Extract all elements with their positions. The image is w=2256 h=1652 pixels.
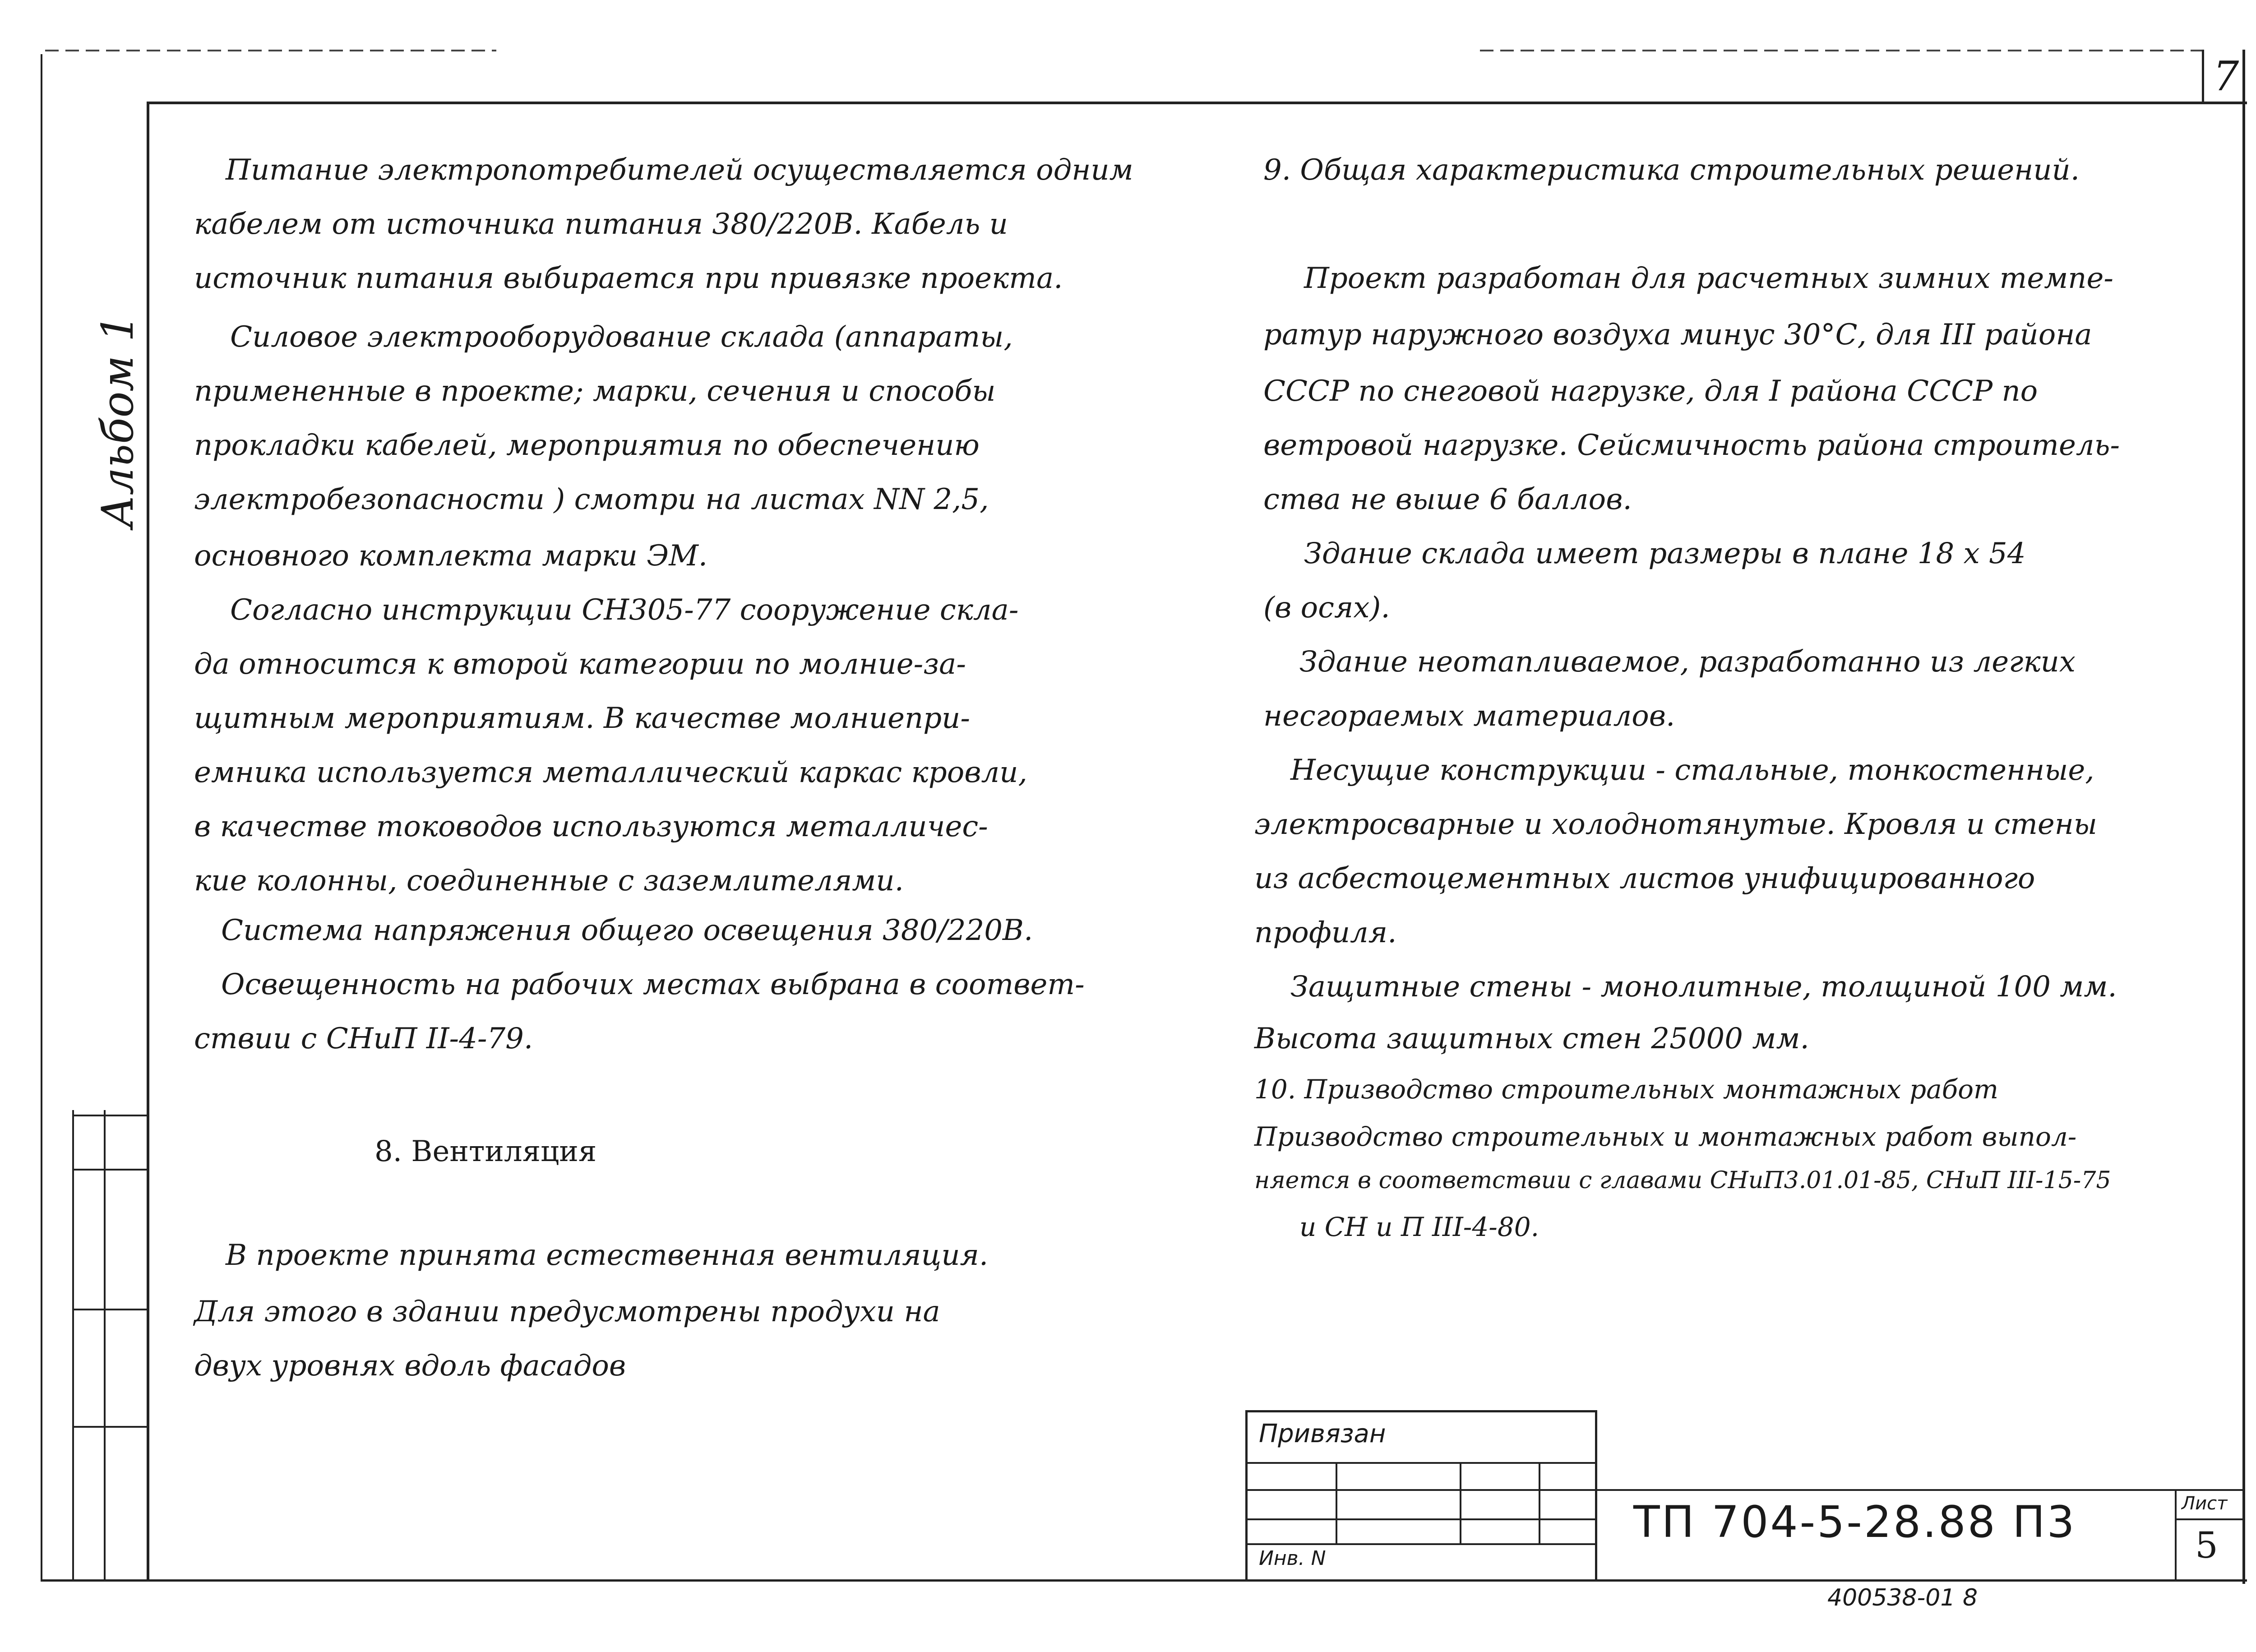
right-line-14: Защитные стены - монолитные, толщиной 100 мм. [1290, 970, 2117, 1004]
corner-box-left [2202, 50, 2204, 104]
sheet-box-left [2175, 1489, 2177, 1579]
tb-outer-top [1245, 1410, 1597, 1412]
right-line-9: несгораемых материалов. [1263, 699, 1675, 733]
margin-grid-h3 [72, 1309, 149, 1310]
right-line-5: ства не выше 6 баллов. [1263, 483, 1632, 516]
sheet-number: 5 [2195, 1524, 2218, 1566]
margin-grid-h4 [72, 1426, 149, 1428]
section-9-heading: 9. Общая характеристика строительных решений. [1263, 153, 2080, 187]
right-line-1: Проект разработан для расчетных зимних темпе- [1304, 262, 2113, 295]
right-line-12: из асбестоцементных листов унифицированного [1254, 862, 2035, 895]
section-10-line-2: Призводство строительных и монтажных работ выпол- [1254, 1121, 2077, 1152]
left-line-17: ствии с СНиП II-4-79. [194, 1022, 533, 1055]
right-line-13: профиля. [1254, 916, 1397, 949]
left-line-4: Силовое электрооборудование склада (аппараты, [230, 320, 1013, 354]
left-line-12: емника используется металлический каркас кровли, [194, 756, 1027, 789]
left-line-16: Освещенность на рабочих местах выбрана в соответ- [221, 968, 1085, 1001]
section-8-line-2: Для этого в здании предусмотрены продухи на [194, 1295, 940, 1328]
frame-left [147, 102, 149, 1582]
right-line-8: Здание неотапливаемое, разработанно из легких [1299, 645, 2076, 679]
margin-grid-v2 [104, 1110, 106, 1579]
left-line-5: примененные в проекте; марки, сечения и способы [194, 375, 996, 408]
left-line-11: щитным мероприятиям. В качестве молниепри- [194, 702, 970, 735]
right-line-10: Несущие конструкции - стальные, тонкостенные, [1290, 754, 2094, 787]
document-code: ТП 704-5-28.88 П3 [1633, 1497, 2076, 1547]
inventory-code: 400538-01 8 [1827, 1584, 1978, 1611]
right-line-11: электросварные и холоднотянутые. Кровля и стены [1254, 808, 2098, 841]
section-8-heading: 8. Вентиляция [374, 1135, 597, 1168]
right-line-15: Высота защитных стен 25000 мм. [1254, 1022, 1809, 1055]
left-line-3: источник питания выбирается при привязке проекта. [194, 262, 1063, 295]
right-line-3: СССР по снеговой нагрузке, для I района СССР по [1263, 375, 2038, 408]
section-8-line-1: В проекте принята естественная вентиляция. [226, 1239, 989, 1272]
right-line-6: Здание склада имеет размеры в плане 18 х 54 [1304, 537, 2026, 570]
tb-inner-right [1595, 1410, 1597, 1582]
left-line-1: Питание электропотребителей осуществляется одним [226, 153, 1133, 187]
left-line-13: в качестве тоководов используются металличес- [194, 810, 988, 843]
inv-label: Инв. N [1259, 1547, 1326, 1570]
tb-col-2 [1460, 1462, 1461, 1543]
left-line-10: да относится к второй категории по молние-за- [194, 648, 966, 681]
right-line-2: ратур наружного воздуха минус 30°С, для III района [1263, 318, 2092, 352]
top-dashed-line-left [45, 50, 496, 51]
left-line-6: прокладки кабелей, мероприятия по обеспечению [194, 429, 980, 462]
left-line-9: Согласно инструкции СН305-77 сооружение скла- [230, 593, 1019, 627]
right-line-7: (в осях). [1263, 591, 1390, 625]
tb-row-4 [1245, 1543, 1597, 1545]
tb-outer-left [1245, 1410, 1248, 1582]
frame-right [2242, 50, 2245, 1584]
right-line-4: ветровой нагрузке. Сейсмичность района строитель- [1263, 429, 2120, 462]
privyazan-label: Привязан [1259, 1419, 1386, 1448]
tb-col-3 [1539, 1462, 1540, 1543]
sheet-box-divider [2175, 1518, 2242, 1520]
tb-row-2 [1245, 1489, 2242, 1491]
outer-left-line [41, 54, 42, 1579]
sheet-label: Лист [2182, 1493, 2228, 1514]
left-line-14: кие колонны, соединенные с заземлителями. [194, 864, 904, 898]
tb-row-1 [1245, 1462, 1597, 1464]
margin-grid-h2 [72, 1169, 149, 1171]
frame-top [147, 102, 2247, 104]
margin-grid-v1 [72, 1110, 74, 1579]
tb-row-3 [1245, 1518, 1597, 1520]
left-line-8: основного комплекта марки ЭМ. [194, 539, 708, 573]
margin-grid-h1 [72, 1115, 149, 1116]
corner-page-number: 7 [2213, 53, 2239, 100]
left-line-15: Система напряжения общего освещения 380/220В. [221, 914, 1033, 947]
album-label: Альбом 1 [92, 314, 143, 528]
left-line-7: электробезопасности ) смотри на листах NN 2,5, [194, 483, 989, 516]
top-dashed-line-right [1480, 50, 2202, 51]
left-line-2: кабелем от источника питания 380/220В. Кабель и [194, 208, 1008, 241]
frame-bottom [41, 1579, 2247, 1582]
tb-col-1 [1336, 1462, 1337, 1543]
section-8-line-3: двух уровнях вдоль фасадов [194, 1349, 626, 1383]
section-10-line-3: няется в соответствии с главами СНиП3.01.01-85, СНиП III-15-75 [1254, 1167, 2111, 1194]
section-10-line-4: и СН и П III-4-80. [1299, 1212, 1539, 1242]
section-10-line-1: 10. Призводство строительных монтажных работ [1254, 1074, 1999, 1105]
